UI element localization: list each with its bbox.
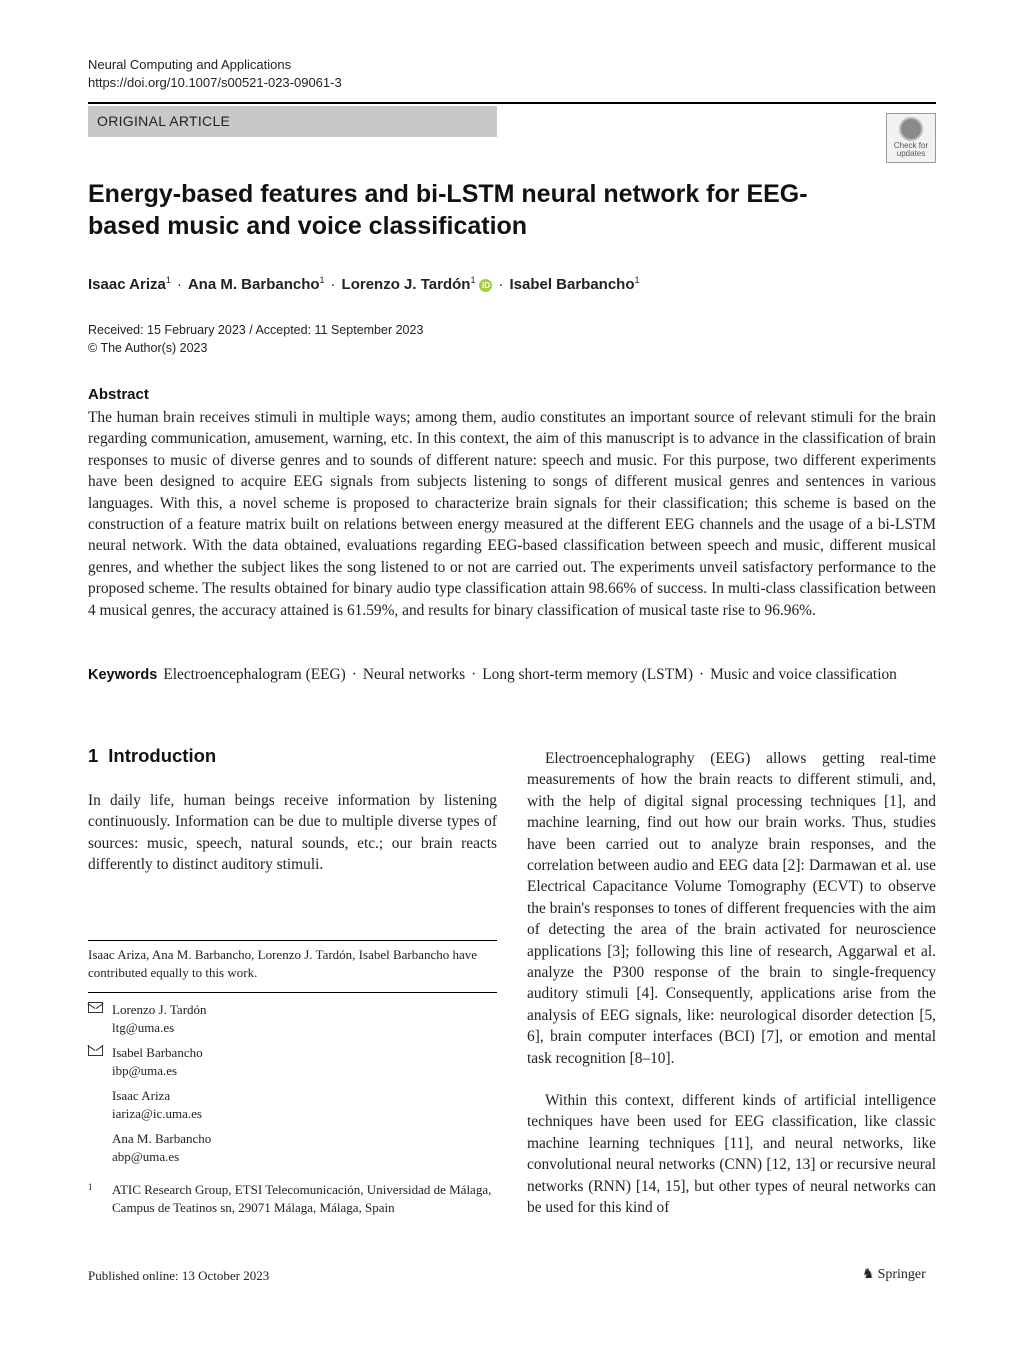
- contact-email[interactable]: iariza@ic.uma.es: [112, 1105, 202, 1121]
- envelope-icon: [88, 1002, 103, 1013]
- keyword-item: Long short-term memory (LSTM): [482, 666, 693, 683]
- author-name[interactable]: Ana M. Barbancho: [187, 276, 320, 293]
- article-dates: [88, 321, 423, 357]
- author-separator: ·: [498, 276, 504, 293]
- article-title: Energy-based features and bi-LSTM neural network for EEG-based music and voice classification: [88, 180, 808, 240]
- intro-paragraph-right-1: Electroencephalography (EEG) allows getting real-time measurements of how the brain reacts to different stimuli, and, with the help of digital signal processing techniques [1], and machine learning, find out how our brain works. Thus, studies have been carried out to analyze brain responses, and the correlation between audio and EEG data [2]: Darmawan et al. use Electrical Capacitance Volume Tomography (ECVT) to observe the brain's responses to tones of different frequencies with the aim of detecting the area of the brain activated for neuroscience applications [3]; following this line of research, Aggarwal et al. analyze the P300 response of the brain to single-frequency auditory stimuli [4]. Consequently, applications arise from the analysis of EEG signals, like: neurological disorder detection [5, 6], brain computer interfaces (BCI) [7], or emotion and mental task recognition [8–10].: [527, 750, 936, 1067]
- section-title: Introduction: [108, 745, 217, 766]
- publisher-logo: [862, 1266, 926, 1283]
- article-type-banner: ORIGINAL ARTICLE: [88, 106, 497, 137]
- keywords-label: Keywords: [88, 667, 158, 683]
- orcid-icon[interactable]: iD: [479, 279, 492, 292]
- contact-name: Ana M. Barbancho: [112, 1131, 212, 1146]
- doi-link[interactable]: https://doi.org/10.1007/s00521-023-09061-3: [88, 75, 342, 90]
- author-affiliation-mark: 1: [634, 275, 640, 285]
- intro-paragraph-left: In daily life, human beings receive information by listening continuously. Information can be due to multiple diverse types of sources: music, speech, natural sounds, etc.; our brain reacts differently to distinct auditory stimuli.: [88, 792, 497, 874]
- springer-horse-icon: ♞: [862, 1267, 875, 1282]
- keyword-item: Neural networks: [362, 666, 466, 683]
- journal-header: [88, 56, 342, 92]
- section-heading-introduction: [88, 745, 216, 767]
- section-number: 1: [88, 745, 99, 766]
- keyword-separator: ·: [471, 666, 477, 683]
- contact-name: Isaac Ariza: [112, 1088, 171, 1103]
- journal-name: Neural Computing and Applications: [88, 57, 292, 72]
- keyword-item: Music and voice classification: [710, 666, 897, 683]
- author-list: [88, 269, 640, 296]
- keyword-item: Electroencephalogram (EEG): [163, 666, 346, 683]
- contact-name: Lorenzo J. Tardón: [112, 1002, 207, 1017]
- publisher-name: Springer: [877, 1267, 926, 1282]
- keywords-line: [88, 664, 936, 686]
- author-name[interactable]: Isabel Barbancho: [509, 276, 635, 293]
- abstract-text: The human brain receives stimuli in multiple ways; among them, audio constitutes an important source of relevant stimuli for the brain regarding communication, amusement, warning, etc. In this context, the aim of this manuscript is to advance in the classification of brain responses to music of diverse genres and to sounds of different nature: speech and music. For this purpose, two different experiments have been designed to acquire EEG signals from subjects listening to songs of different musical genres and sentences in various languages. With this, a novel scheme is proposed to characterize brain signals for their classification; this scheme is based on the construction of a feature matrix built on relations between energy measured at the different EEG channels and the usage of a bi-LSTM neural network. With the data obtained, evaluations regarding EEG-based classification between speech and music, different musical genres, and whether the subject likes the song listened to or not are carried out. The experiments unveil satisfactory performance to the proposed scheme. The results obtained for binary audio type classification attain 98.66% of success. In multi-class classification between 4 musical genres, the accuracy attained is 61.59%, and results for binary classification of musical taste rise to 96.96%.: [88, 409, 936, 619]
- author-separator: ·: [330, 276, 336, 293]
- keyword-separator: ·: [698, 666, 705, 683]
- check-updates-line1: Check for: [893, 141, 929, 150]
- contact-email[interactable]: abp@uma.es: [112, 1148, 180, 1164]
- header-rule: [88, 102, 936, 104]
- check-updates-icon: [899, 117, 923, 141]
- contribution-footnote: Isaac Ariza, Ana M. Barbancho, Lorenzo J. Tardón, Isabel Barbancho have contributed equally to this work.: [88, 947, 478, 980]
- received-accepted-dates: Received: 15 February 2023 / Accepted: 11 September 2023: [88, 323, 424, 337]
- abstract-heading: Abstract: [88, 386, 149, 403]
- contact-email[interactable]: ibp@uma.es: [112, 1062, 178, 1078]
- author-name[interactable]: Isaac Ariza: [88, 276, 166, 293]
- author-name[interactable]: Lorenzo J. Tardón: [341, 276, 471, 293]
- contact-name: Isabel Barbancho: [112, 1045, 203, 1060]
- intro-paragraph-right-2: Within this context, different kinds of artificial intelligence techniques have been used for EEG classification, like classic machine learning techniques [11], and neural networks, like convolutional neural networks (CNN) [12, 13] or recursive neural networks (RNN) [14, 15], but other types of neural networks can be used for this kind of: [527, 1092, 936, 1217]
- keyword-separator: ·: [351, 666, 357, 683]
- affiliation-text: ATIC Research Group, ETSI Telecomunicación, Universidad de Málaga, Campus de Teatinos sn, 29071 Málaga, Málaga, Spain: [112, 1182, 492, 1215]
- author-affiliation-mark: 1: [319, 275, 325, 285]
- footnote-divider: [88, 992, 497, 993]
- contact-entry: [88, 1130, 497, 1165]
- author-affiliation-mark: 1: [165, 275, 171, 285]
- contact-email[interactable]: ltg@uma.es: [112, 1019, 175, 1035]
- author-affiliation-mark: 1: [470, 275, 476, 285]
- check-for-updates-badge[interactable]: [886, 113, 936, 163]
- copyright-line: © The Author(s) 2023: [88, 341, 208, 355]
- author-separator: ·: [176, 276, 182, 293]
- affiliation-mark: 1: [88, 1182, 93, 1192]
- contact-entry: [88, 1087, 497, 1122]
- contact-entry: [88, 1001, 497, 1036]
- footnote-divider: [88, 940, 497, 941]
- check-updates-line2: updates: [896, 149, 926, 158]
- envelope-open-icon: [88, 1045, 103, 1056]
- contact-entry: [88, 1044, 497, 1079]
- affiliation-footnote: [88, 1181, 497, 1216]
- published-online: Published online: 13 October 2023: [88, 1268, 270, 1283]
